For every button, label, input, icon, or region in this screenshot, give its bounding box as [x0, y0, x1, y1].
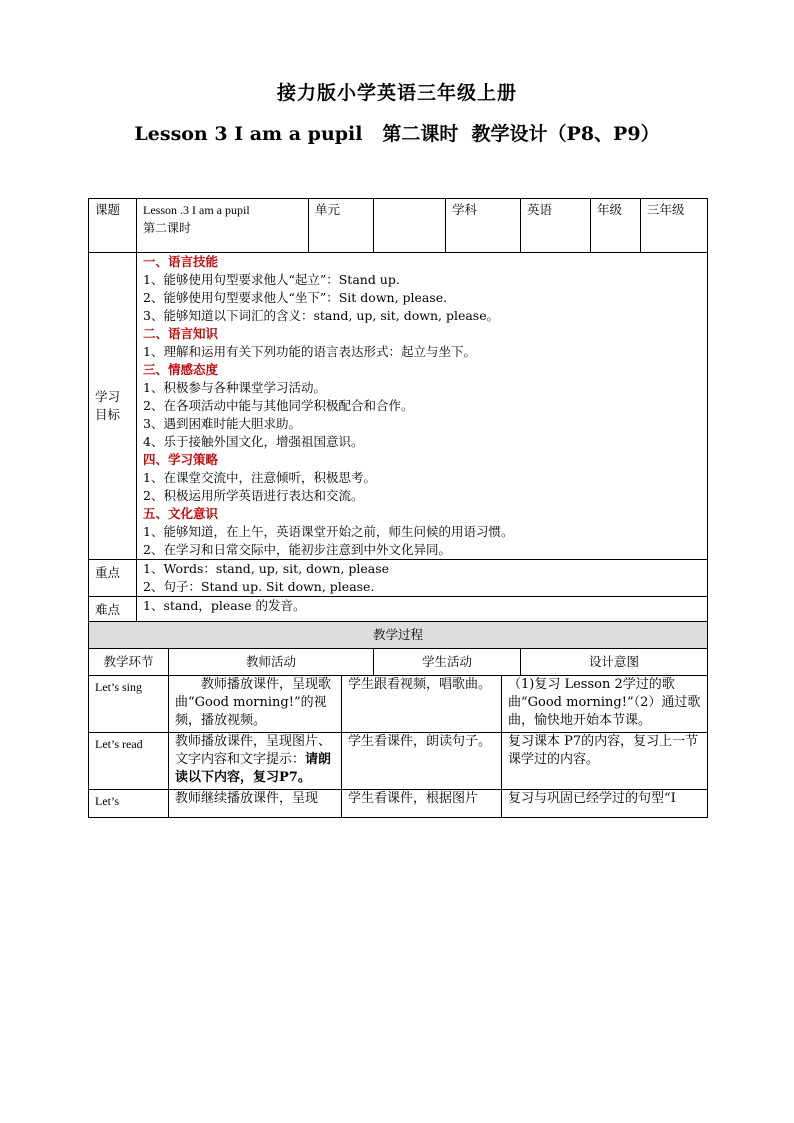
- objective-item: 1、能够知道，在上午，英语课堂开始之前，师生问候的用语习惯。: [143, 524, 514, 539]
- process-row: [89, 790, 708, 818]
- process-title-row: [89, 622, 708, 649]
- difficulty-content: 1、stand，please 的发音。: [137, 597, 708, 622]
- difficulty-label: 难点: [89, 597, 137, 622]
- process-row: [89, 733, 708, 790]
- objective-item: 1、能够使用句型要求他人“起立”：Stand up.: [143, 272, 400, 287]
- process-teacher: 教师播放课件，呈现歌曲“Good morning!”的视频，播放视频。: [169, 676, 342, 733]
- process-student: 学生看课件，根据图片: [342, 790, 502, 818]
- key-point-item: 1、Words：stand, up, sit, down, please: [143, 561, 390, 576]
- objectives-label: [89, 253, 137, 560]
- topic-line-2: 第二课时: [143, 221, 192, 235]
- objective-item: 1、积极参与各种课堂学习活动。: [143, 380, 326, 395]
- header-student: 学生活动: [374, 649, 521, 676]
- document-subtitle: Lesson 3 I am a pupil 第二课时 教学设计（P8、P9）: [134, 123, 660, 145]
- objective-item: 2、在学习和日常交际中，能初步注意到中外文化异同。: [143, 542, 451, 557]
- process-teacher-bold: 请朗读以下内容，复习P7。: [175, 752, 332, 785]
- topic-value: [137, 199, 309, 253]
- process-title: 教学过程: [89, 622, 708, 649]
- document-title: 接力版小学英语三年级上册: [276, 82, 517, 104]
- objective-item: 1、在课堂交流中，注意倾听，积极思考。: [143, 470, 376, 485]
- header-intent: 设计意图: [521, 649, 708, 676]
- objectives-content: [137, 253, 708, 560]
- objective-item: 2、在各项活动中能与其他同学积极配合和合作。: [143, 398, 414, 413]
- info-row: [89, 199, 708, 253]
- topic-line-1: Lesson .3 I am a pupil: [143, 203, 250, 217]
- process-teacher: 教师继续播放课件，呈现: [169, 790, 342, 818]
- process-header-row: [89, 649, 708, 676]
- key-points-content: [137, 560, 708, 597]
- key-points-label: 重点: [89, 560, 137, 597]
- process-table: [88, 675, 708, 818]
- header-step: 教学环节: [89, 649, 169, 676]
- subject-value: 英语: [521, 199, 591, 253]
- objective-item: 3、能够知道以下词汇的含义：stand, up, sit, down, please。: [143, 308, 500, 323]
- objectives-label-line-2: 目标: [95, 407, 121, 422]
- unit-label: 单元: [309, 199, 374, 253]
- objective-item: 4、乐于接触外国文化，增强祖国意识。: [143, 434, 364, 449]
- key-points-row: [89, 560, 708, 597]
- process-student: 学生看课件，朗读句子。: [342, 733, 502, 790]
- subject-label: 学科: [446, 199, 521, 253]
- objective-heading: 一、语言技能: [143, 254, 219, 269]
- unit-value: [374, 199, 446, 253]
- difficulty-row: [89, 597, 708, 622]
- objective-heading: 二、语言知识: [143, 326, 219, 341]
- grade-value: 三年级: [641, 199, 708, 253]
- grade-label: 年级: [591, 199, 641, 253]
- key-point-item: 2、句子：Stand up. Sit down, please.: [143, 579, 375, 594]
- process-intent: 复习课本 P7的内容，复习上一节课学过的内容。: [502, 733, 708, 790]
- process-step: Let’s sing: [89, 676, 169, 733]
- process-intent: （1)复习 Lesson 2学过的歌曲“Good morning!”（2）通过歌曲，愉快地开始本节课。: [502, 676, 708, 733]
- objective-item: 2、能够使用句型要求他人“坐下”：Sit down, please.: [143, 290, 448, 305]
- objectives-label-line-1: 学习: [95, 389, 121, 404]
- header-teacher: 教师活动: [169, 649, 374, 676]
- process-step: Let’s read: [89, 733, 169, 790]
- objective-heading: 三、情感态度: [143, 362, 219, 377]
- process-student: 学生跟看视频，唱歌曲。: [342, 676, 502, 733]
- objective-item: 3、遇到困难时能大胆求助。: [143, 416, 301, 431]
- process-teacher-text: 教师播放课件，呈现图片、文字内容和文字提示：: [175, 734, 332, 767]
- process-row: [89, 676, 708, 733]
- process-teacher: [169, 733, 342, 790]
- objectives-row: [89, 253, 708, 560]
- process-intent: 复习与巩固已经学过的句型“I: [502, 790, 708, 818]
- process-step: Let’s: [89, 790, 169, 818]
- objective-heading: 四、学习策略: [143, 452, 219, 467]
- lesson-plan-table: [88, 198, 708, 676]
- objective-item: 2、积极运用所学英语进行表达和交流。: [143, 488, 364, 503]
- objective-item: 1、理解和运用有关下列功能的语言表达形式：起立与坐下。: [143, 344, 476, 359]
- topic-label: 课题: [89, 199, 137, 253]
- objective-heading: 五、文化意识: [143, 506, 219, 521]
